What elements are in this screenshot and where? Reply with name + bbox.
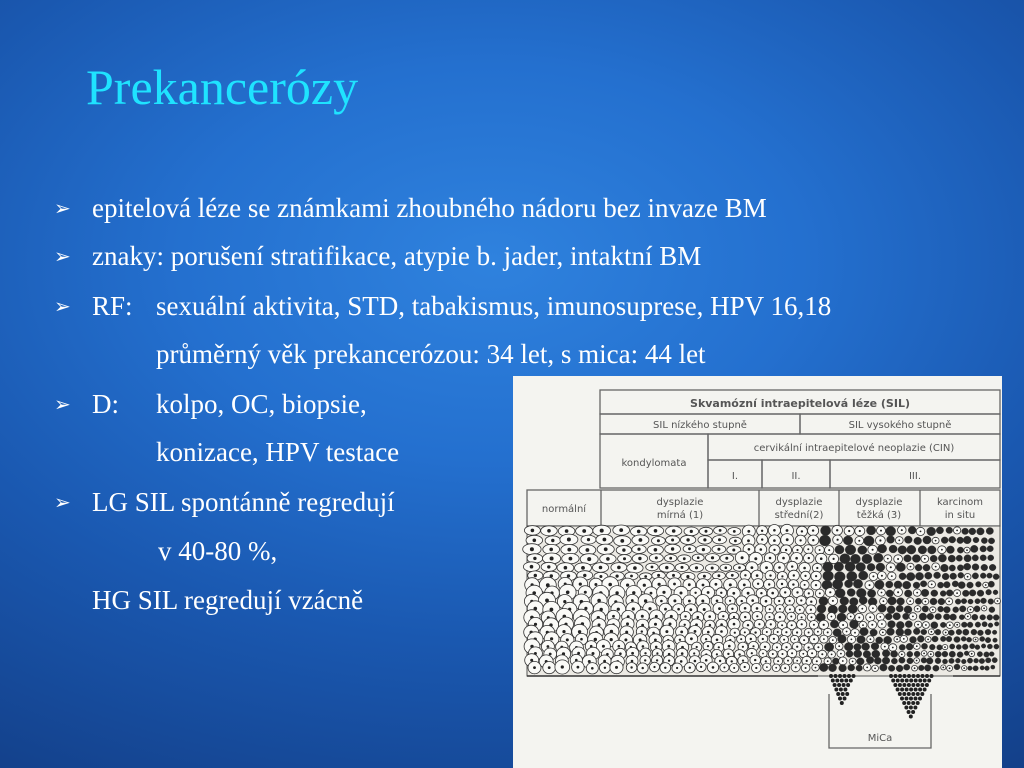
sil-low-label: SIL nízkého stupně: [653, 420, 747, 431]
bullet-text-definition: epitelová léze se známkami zhoubného nádoru bez invaze BM: [92, 193, 767, 223]
dysplasia-mild-label: dysplazie: [656, 497, 704, 508]
bullet-text-lg-sil-rate: v 40-80 %,: [158, 536, 278, 566]
bullet-arrow-icon: ➢: [54, 244, 71, 268]
bullet-text-lg-sil: LG SIL spontánně regredují: [92, 487, 395, 517]
sil-high-label: SIL vysokého stupně: [848, 420, 952, 431]
bullet-text-hg-sil: HG SIL regredují vzácně: [92, 585, 364, 615]
bullet-text-signs: znaky: porušení stratifikace, atypie b. jader, intaktní BM: [92, 241, 702, 271]
bullet-text-diagnostics: kolpo, OC, biopsie,: [156, 389, 367, 419]
bullet-label-d: D:: [92, 389, 119, 419]
figure-header: Skvamózní intraepitelová léze (SIL): [690, 397, 910, 410]
cin-grade-3: III.: [908, 471, 922, 482]
bullet-text-diagnostics-cont: konizace, HPV testace: [156, 437, 400, 467]
dysplasia-moderate-label: dysplazie: [775, 497, 823, 508]
epithelium-illustration: [523, 524, 1001, 718]
cin-grade-2: II.: [791, 471, 801, 482]
sil-diagram: [513, 376, 1002, 768]
sil-diagram-figure: [513, 376, 1002, 768]
mica-label: MiCa: [867, 733, 893, 744]
bullet-text-risk-factors: sexuální aktivita, STD, tabakismus, imunosuprese, HPV 16,18: [156, 291, 832, 321]
dysplasia-severe-grade: těžká (3): [856, 510, 902, 521]
slide-title: Prekancerózy: [86, 59, 359, 115]
dysplasia-mild-grade: mírná (1): [656, 510, 704, 521]
dysplasia-moderate-grade: střední(2): [774, 510, 824, 521]
bullet-arrow-icon: ➢: [54, 392, 71, 416]
bullet-arrow-icon: ➢: [54, 196, 71, 220]
carcinoma-label: karcinom: [936, 497, 984, 508]
bullet-arrow-icon: ➢: [54, 294, 71, 318]
cin-grade-1: I.: [731, 471, 739, 482]
normal-label: normální: [541, 504, 587, 515]
bullet-label-rf: RF:: [92, 291, 133, 321]
carcinoma-grade: in situ: [944, 510, 976, 521]
dysplasia-severe-label: dysplazie: [855, 497, 903, 508]
condyloma-label: kondylomata: [621, 458, 687, 469]
bullet-text-mean-age: průměrný věk prekancerózou: 34 let, s mica: 44 let: [156, 339, 706, 369]
bullet-arrow-icon: ➢: [54, 490, 71, 514]
cin-header: cervikální intraepitelové neoplazie (CIN): [753, 443, 955, 454]
